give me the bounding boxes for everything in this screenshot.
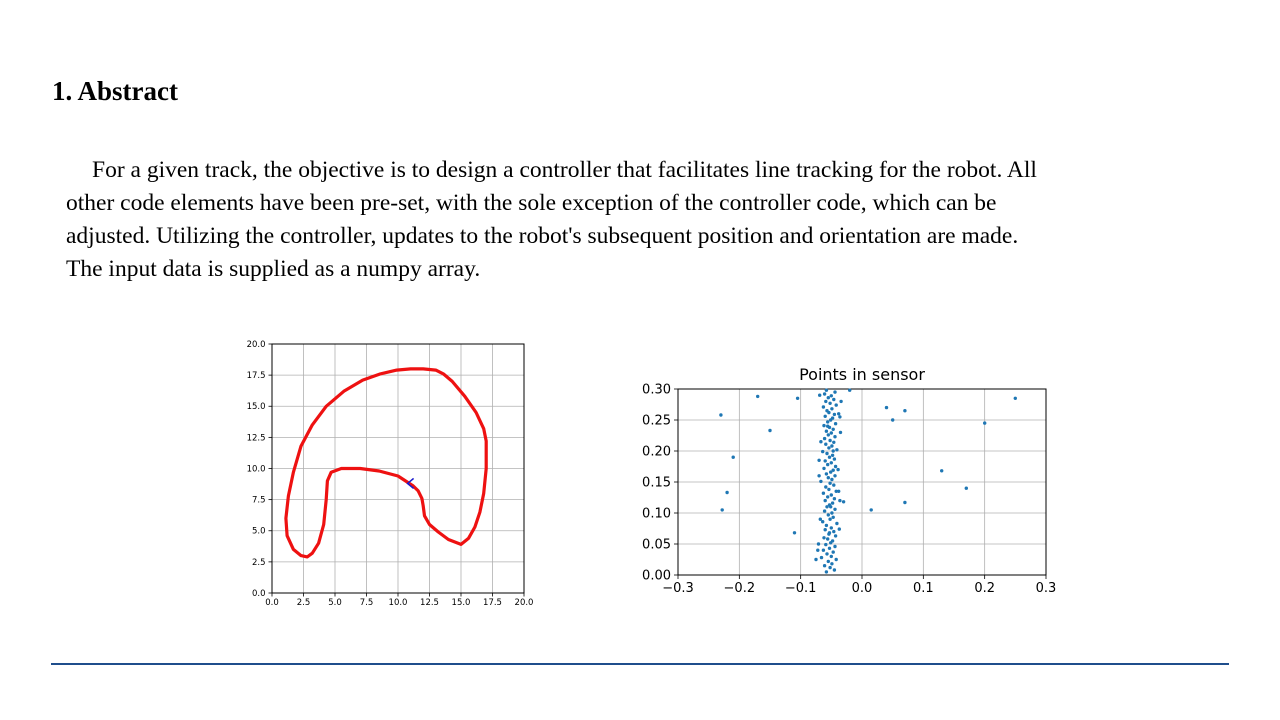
scatter-point	[822, 549, 825, 552]
scatter-point	[830, 526, 833, 529]
abstract-line: adjusted. Utilizing the controller, updates to the robot's subsequent position and orientation are made.	[66, 223, 1019, 249]
scatter-point	[831, 539, 834, 542]
scatter-point	[830, 444, 833, 447]
x-tick-label: 7.5	[359, 598, 374, 608]
abstract-line: other code elements have been pre-set, with the sole exception of the controller code, which can be	[66, 190, 997, 216]
scatter-point	[835, 448, 838, 451]
scatter-point	[827, 560, 830, 563]
scatter-point	[830, 461, 833, 464]
y-tick-label: 10.0	[246, 464, 266, 475]
scatter-point	[828, 439, 831, 442]
scatter-point	[833, 545, 836, 548]
x-tick-label: 12.5	[420, 598, 439, 608]
scatter-point	[838, 527, 841, 530]
scatter-point	[821, 520, 824, 523]
scatter-point	[834, 422, 837, 425]
x-tick-label: 17.5	[483, 598, 502, 608]
scatter-point	[825, 430, 828, 433]
y-tick-label: 0.0	[251, 588, 266, 599]
scatter-point	[837, 412, 840, 415]
scatter-point	[832, 469, 835, 472]
scatter-point	[833, 474, 836, 477]
scatter-point	[833, 508, 836, 511]
scatter-point	[832, 449, 835, 452]
scatter-point	[831, 501, 834, 504]
x-tick-label: 0.3	[1035, 581, 1057, 596]
y-tick-label: 12.5	[246, 433, 266, 444]
scatter-point	[823, 509, 826, 512]
scatter-point	[838, 499, 841, 502]
scatter-point	[824, 528, 827, 531]
scatter-point	[796, 397, 799, 400]
scatter-point	[824, 443, 827, 446]
y-tick-label: 17.5	[246, 371, 266, 382]
scatter-point	[830, 493, 833, 496]
x-tick-label: 0.1	[912, 581, 934, 596]
scatter-point	[830, 555, 833, 558]
scatter-point	[830, 511, 833, 514]
x-tick-label: 0.0	[265, 598, 279, 608]
scatter-point	[824, 499, 827, 502]
scatter-point	[816, 549, 819, 552]
y-tick-label: 0.00	[642, 568, 671, 584]
scatter-point	[826, 537, 829, 540]
scatter-point	[830, 394, 833, 397]
scatter-point	[838, 415, 841, 418]
y-tick-label: 0.15	[642, 475, 671, 491]
scatter-point	[828, 566, 831, 569]
scatter-point	[983, 421, 986, 424]
chart-title: Points in sensor	[799, 365, 925, 384]
scatter-point	[839, 400, 842, 403]
scatter-point	[825, 452, 828, 455]
scatter-point	[832, 398, 835, 401]
scatter-point	[885, 406, 888, 409]
scatter-point	[833, 390, 836, 393]
scatter-point	[833, 497, 836, 500]
scatter-point	[817, 474, 820, 477]
x-tick-label: 10.0	[388, 598, 408, 608]
scatter-point	[817, 459, 820, 462]
scatter-point	[832, 516, 835, 519]
y-tick-label: 0.25	[642, 413, 671, 429]
scatter-point	[835, 403, 838, 406]
scatter-point	[834, 534, 837, 537]
scatter-point	[827, 396, 830, 399]
scatter-point	[903, 501, 906, 504]
scatter-point	[820, 556, 823, 559]
scatter-point	[833, 457, 836, 460]
scatter-point	[830, 562, 833, 565]
scatter-point	[827, 476, 830, 479]
scatter-point	[832, 530, 835, 533]
scatter-point	[828, 531, 831, 534]
scatter-point	[822, 467, 825, 470]
scatter-point	[819, 518, 822, 521]
scatter-point	[1014, 397, 1017, 400]
abstract-line: For a given track, the objective is to design a controller that facilitates line tracking for the robot. All	[92, 157, 1037, 183]
scatter-point	[832, 441, 835, 444]
x-tick-label: 5.0	[328, 598, 342, 608]
scatter-point	[826, 425, 829, 428]
scatter-point	[832, 428, 835, 431]
scatter-point	[940, 469, 943, 472]
scatter-point	[768, 429, 771, 432]
scatter-point	[830, 478, 833, 481]
y-tick-label: 0.10	[642, 506, 671, 522]
x-tick-label: 0.0	[851, 581, 873, 596]
y-tick-label: 5.0	[251, 526, 266, 537]
y-tick-label: 0.30	[642, 382, 671, 398]
x-tick-label: −0.3	[662, 581, 694, 596]
scatter-point	[825, 472, 828, 475]
y-tick-label: 0.05	[642, 537, 671, 553]
scatter-point	[826, 495, 829, 498]
scatter-point	[824, 485, 827, 488]
footer-divider	[51, 663, 1229, 665]
scatter-point	[831, 416, 834, 419]
x-tick-label: 15.0	[451, 598, 471, 608]
scatter-point	[833, 435, 836, 438]
scatter-point	[721, 508, 724, 511]
scatter-point	[848, 389, 851, 392]
scatter-point	[842, 500, 845, 503]
scatter-point	[824, 459, 827, 462]
scatter-point	[822, 424, 825, 427]
scatter-point	[891, 418, 894, 421]
scatter-point	[824, 400, 827, 403]
x-tick-label: 0.2	[974, 581, 996, 596]
scatter-point	[819, 480, 822, 483]
scatter-point	[823, 564, 826, 567]
scatter-point	[903, 409, 906, 412]
y-tick-label: 2.5	[251, 557, 266, 568]
scatter-point	[835, 558, 838, 561]
scatter-point	[832, 483, 835, 486]
scatter-point	[828, 547, 831, 550]
x-tick-label: 20.0	[514, 598, 534, 608]
y-tick-label: 15.0	[246, 402, 266, 413]
scatter-point	[833, 413, 836, 416]
scatter-point	[826, 463, 829, 466]
scatter-point	[870, 508, 873, 511]
scatter-point	[831, 454, 834, 457]
scatter-point	[725, 491, 728, 494]
scatter-point	[965, 487, 968, 490]
y-tick-label: 7.5	[251, 495, 266, 506]
x-tick-label: −0.2	[723, 581, 756, 596]
scatter-point	[835, 522, 838, 525]
scatter-point	[824, 415, 827, 418]
scatter-point	[834, 465, 837, 468]
scatter-point	[826, 420, 829, 423]
scatter-point	[839, 431, 842, 434]
scatter-point	[825, 524, 828, 527]
scatter-point	[825, 570, 828, 573]
scatter-point	[823, 392, 826, 395]
scatter-point	[817, 542, 820, 545]
scatter-point	[719, 413, 722, 416]
scatter-point	[825, 389, 828, 392]
scatter-point	[827, 433, 830, 436]
scatter-point	[827, 513, 830, 516]
scatter-point	[828, 456, 831, 459]
scatter-point	[823, 437, 826, 440]
scatter-point	[833, 568, 836, 571]
y-tick-label: 0.20	[642, 444, 671, 460]
scatter-point	[793, 531, 796, 534]
scatter-point	[732, 456, 735, 459]
scatter-point	[832, 550, 835, 553]
scatter-point	[827, 446, 830, 449]
scatter-point	[824, 543, 827, 546]
scatter-point	[819, 440, 822, 443]
scatter-point	[837, 490, 840, 493]
abstract-line: The input data is supplied as a numpy array.	[66, 256, 481, 282]
scatter-point	[821, 450, 824, 453]
scatter-point	[814, 558, 817, 561]
scatter-point	[822, 536, 825, 539]
section-heading: 1. Abstract	[52, 76, 178, 106]
scatter-point	[825, 409, 828, 412]
x-tick-label: −0.1	[784, 581, 817, 596]
scatter-point	[828, 482, 831, 485]
scatter-point	[828, 402, 831, 405]
scatter-point	[829, 505, 832, 508]
scatter-point	[825, 552, 828, 555]
scatter-point	[827, 488, 830, 491]
scatter-point	[756, 395, 759, 398]
scatter-point	[818, 394, 821, 397]
y-tick-label: 20.0	[246, 339, 266, 350]
scatter-point	[836, 468, 839, 471]
scatter-point	[830, 431, 833, 434]
scatter-point	[828, 518, 831, 521]
scatter-point	[822, 492, 825, 495]
scatter-point	[822, 405, 825, 408]
x-tick-label: 2.5	[296, 598, 311, 608]
scatter-point	[830, 407, 833, 410]
